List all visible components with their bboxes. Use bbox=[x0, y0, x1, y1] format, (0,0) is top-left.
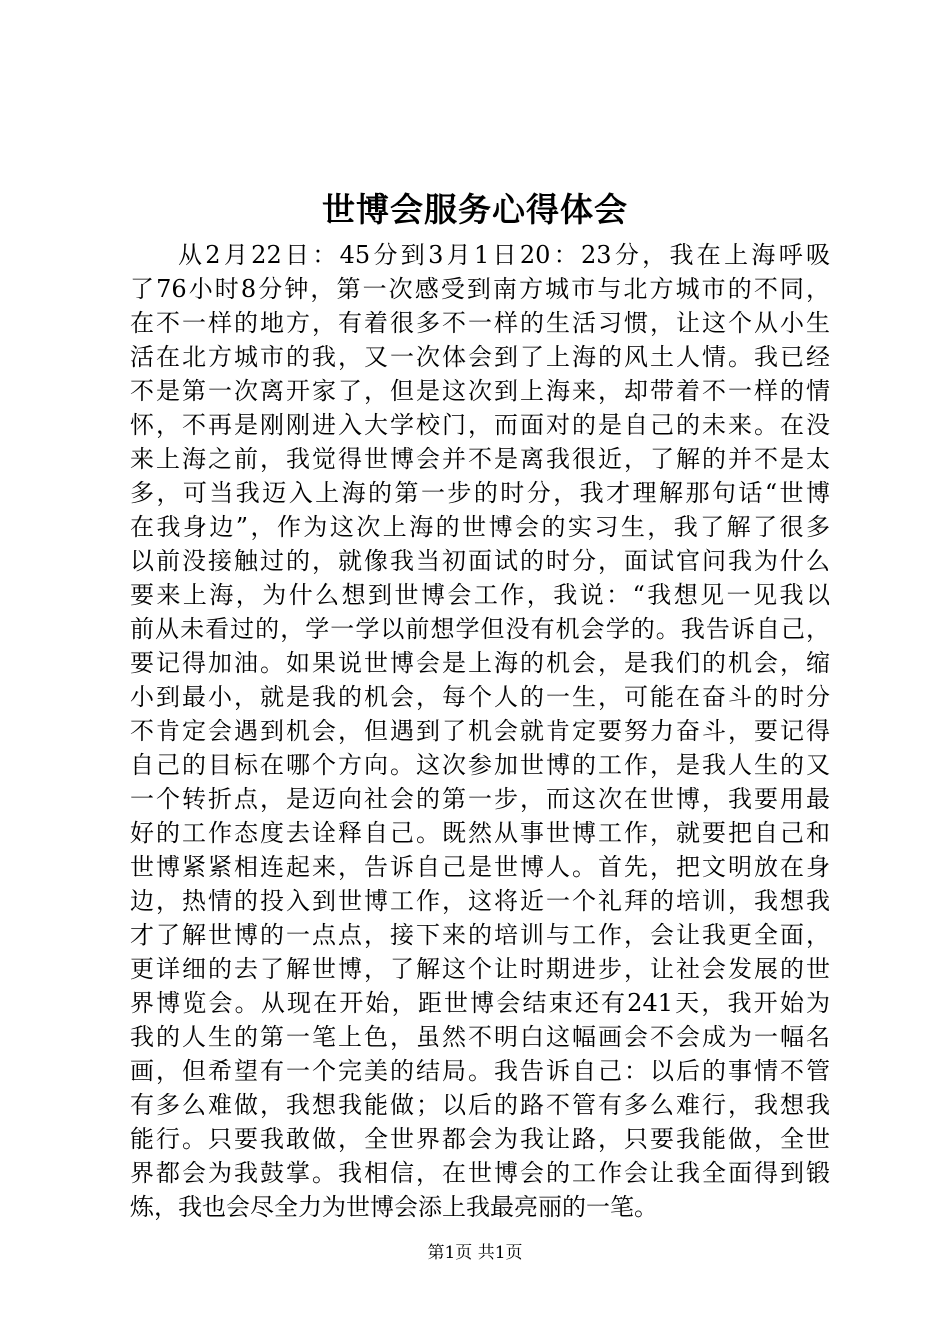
body-line: 界博览会。从现在开始，距世博会结束还有241天，我开始为 bbox=[130, 989, 830, 1017]
body-line: 活在北方城市的我，又一次体会到了上海的风土人情。我已经 bbox=[130, 343, 830, 371]
body-line: 我的人生的第一笔上色，虽然不明白这幅画会不会成为一幅名 bbox=[130, 1023, 830, 1051]
body-line: 在我身边”，作为这次上海的世博会的实习生，我了解了很多 bbox=[130, 513, 830, 541]
body-line: 在不一样的地方，有着很多不一样的生活习惯，让这个从小生 bbox=[130, 309, 830, 337]
body-line: 要记得加油。如果说世博会是上海的机会，是我们的机会，缩 bbox=[130, 649, 830, 677]
body-line: 更详细的去了解世博，了解这个让时期进步，让社会发展的世 bbox=[130, 955, 830, 983]
body-line: 不肯定会遇到机会，但遇到了机会就肯定要努力奋斗，要记得 bbox=[130, 717, 830, 745]
document-title: 世博会服务心得体会 bbox=[322, 190, 628, 229]
body-line: 来上海之前，我觉得世博会并不是离我很近，了解的并不是太 bbox=[130, 445, 830, 473]
body-line: 好的工作态度去诠释自己。既然从事世博工作，就要把自己和 bbox=[130, 819, 830, 847]
body-line: 边，热情的投入到世博工作，这将近一个礼拜的培训，我想我 bbox=[130, 887, 830, 915]
body-line: 不是第一次离开家了，但是这次到上海来，却带着不一样的情 bbox=[130, 377, 830, 405]
body-line: 前从未看过的，学一学以前想学但没有机会学的。我告诉自己， bbox=[130, 615, 830, 643]
body-line: 怀，不再是刚刚进入大学校门，而面对的是自己的未来。在没 bbox=[130, 411, 830, 439]
body-line: 要来上海，为什么想到世博会工作，我说：“我想见一见我以 bbox=[130, 581, 830, 609]
document-body bbox=[130, 238, 830, 1224]
body-line: 小到最小，就是我的机会，每个人的一生，可能在奋斗的时分 bbox=[130, 683, 830, 711]
body-line: 画，但希望有一个完美的结局。我告诉自己：以后的事情不管 bbox=[130, 1057, 830, 1085]
body-line: 多，可当我迈入上海的第一步的时分，我才理解那句话“世博 bbox=[130, 479, 830, 507]
body-line: 一个转折点，是迈向社会的第一步，而这次在世博，我要用最 bbox=[130, 785, 830, 813]
body-line: 才了解世博的一点点，接下来的培训与工作，会让我更全面， bbox=[130, 921, 830, 949]
body-line: 自己的目标在哪个方向。这次参加世博的工作，是我人生的又 bbox=[130, 751, 830, 779]
body-line: 世博紧紧相连起来，告诉自己是世博人。首先，把文明放在身 bbox=[130, 853, 830, 881]
body-line: 炼，我也会尽全力为世博会添上我最亮丽的一笔。 bbox=[130, 1193, 658, 1221]
body-line: 以前没接触过的，就像我当初面试的时分，面试官问我为什么 bbox=[130, 547, 830, 575]
body-line: 了76小时8分钟，第一次感受到南方城市与北方城市的不同， bbox=[130, 275, 830, 303]
page-footer: 第1页 共1页 bbox=[427, 1243, 523, 1263]
body-line: 从2月22日：45分到3月1日20：23分，我在上海呼吸 bbox=[178, 241, 830, 269]
body-line: 界都会为我鼓掌。我相信，在世博会的工作会让我全面得到锻 bbox=[130, 1159, 830, 1187]
body-line: 能行。只要我敢做，全世界都会为我让路，只要我能做，全世 bbox=[130, 1125, 830, 1153]
body-line: 有多么难做，我想我能做；以后的路不管有多么难行，我想我 bbox=[130, 1091, 830, 1119]
